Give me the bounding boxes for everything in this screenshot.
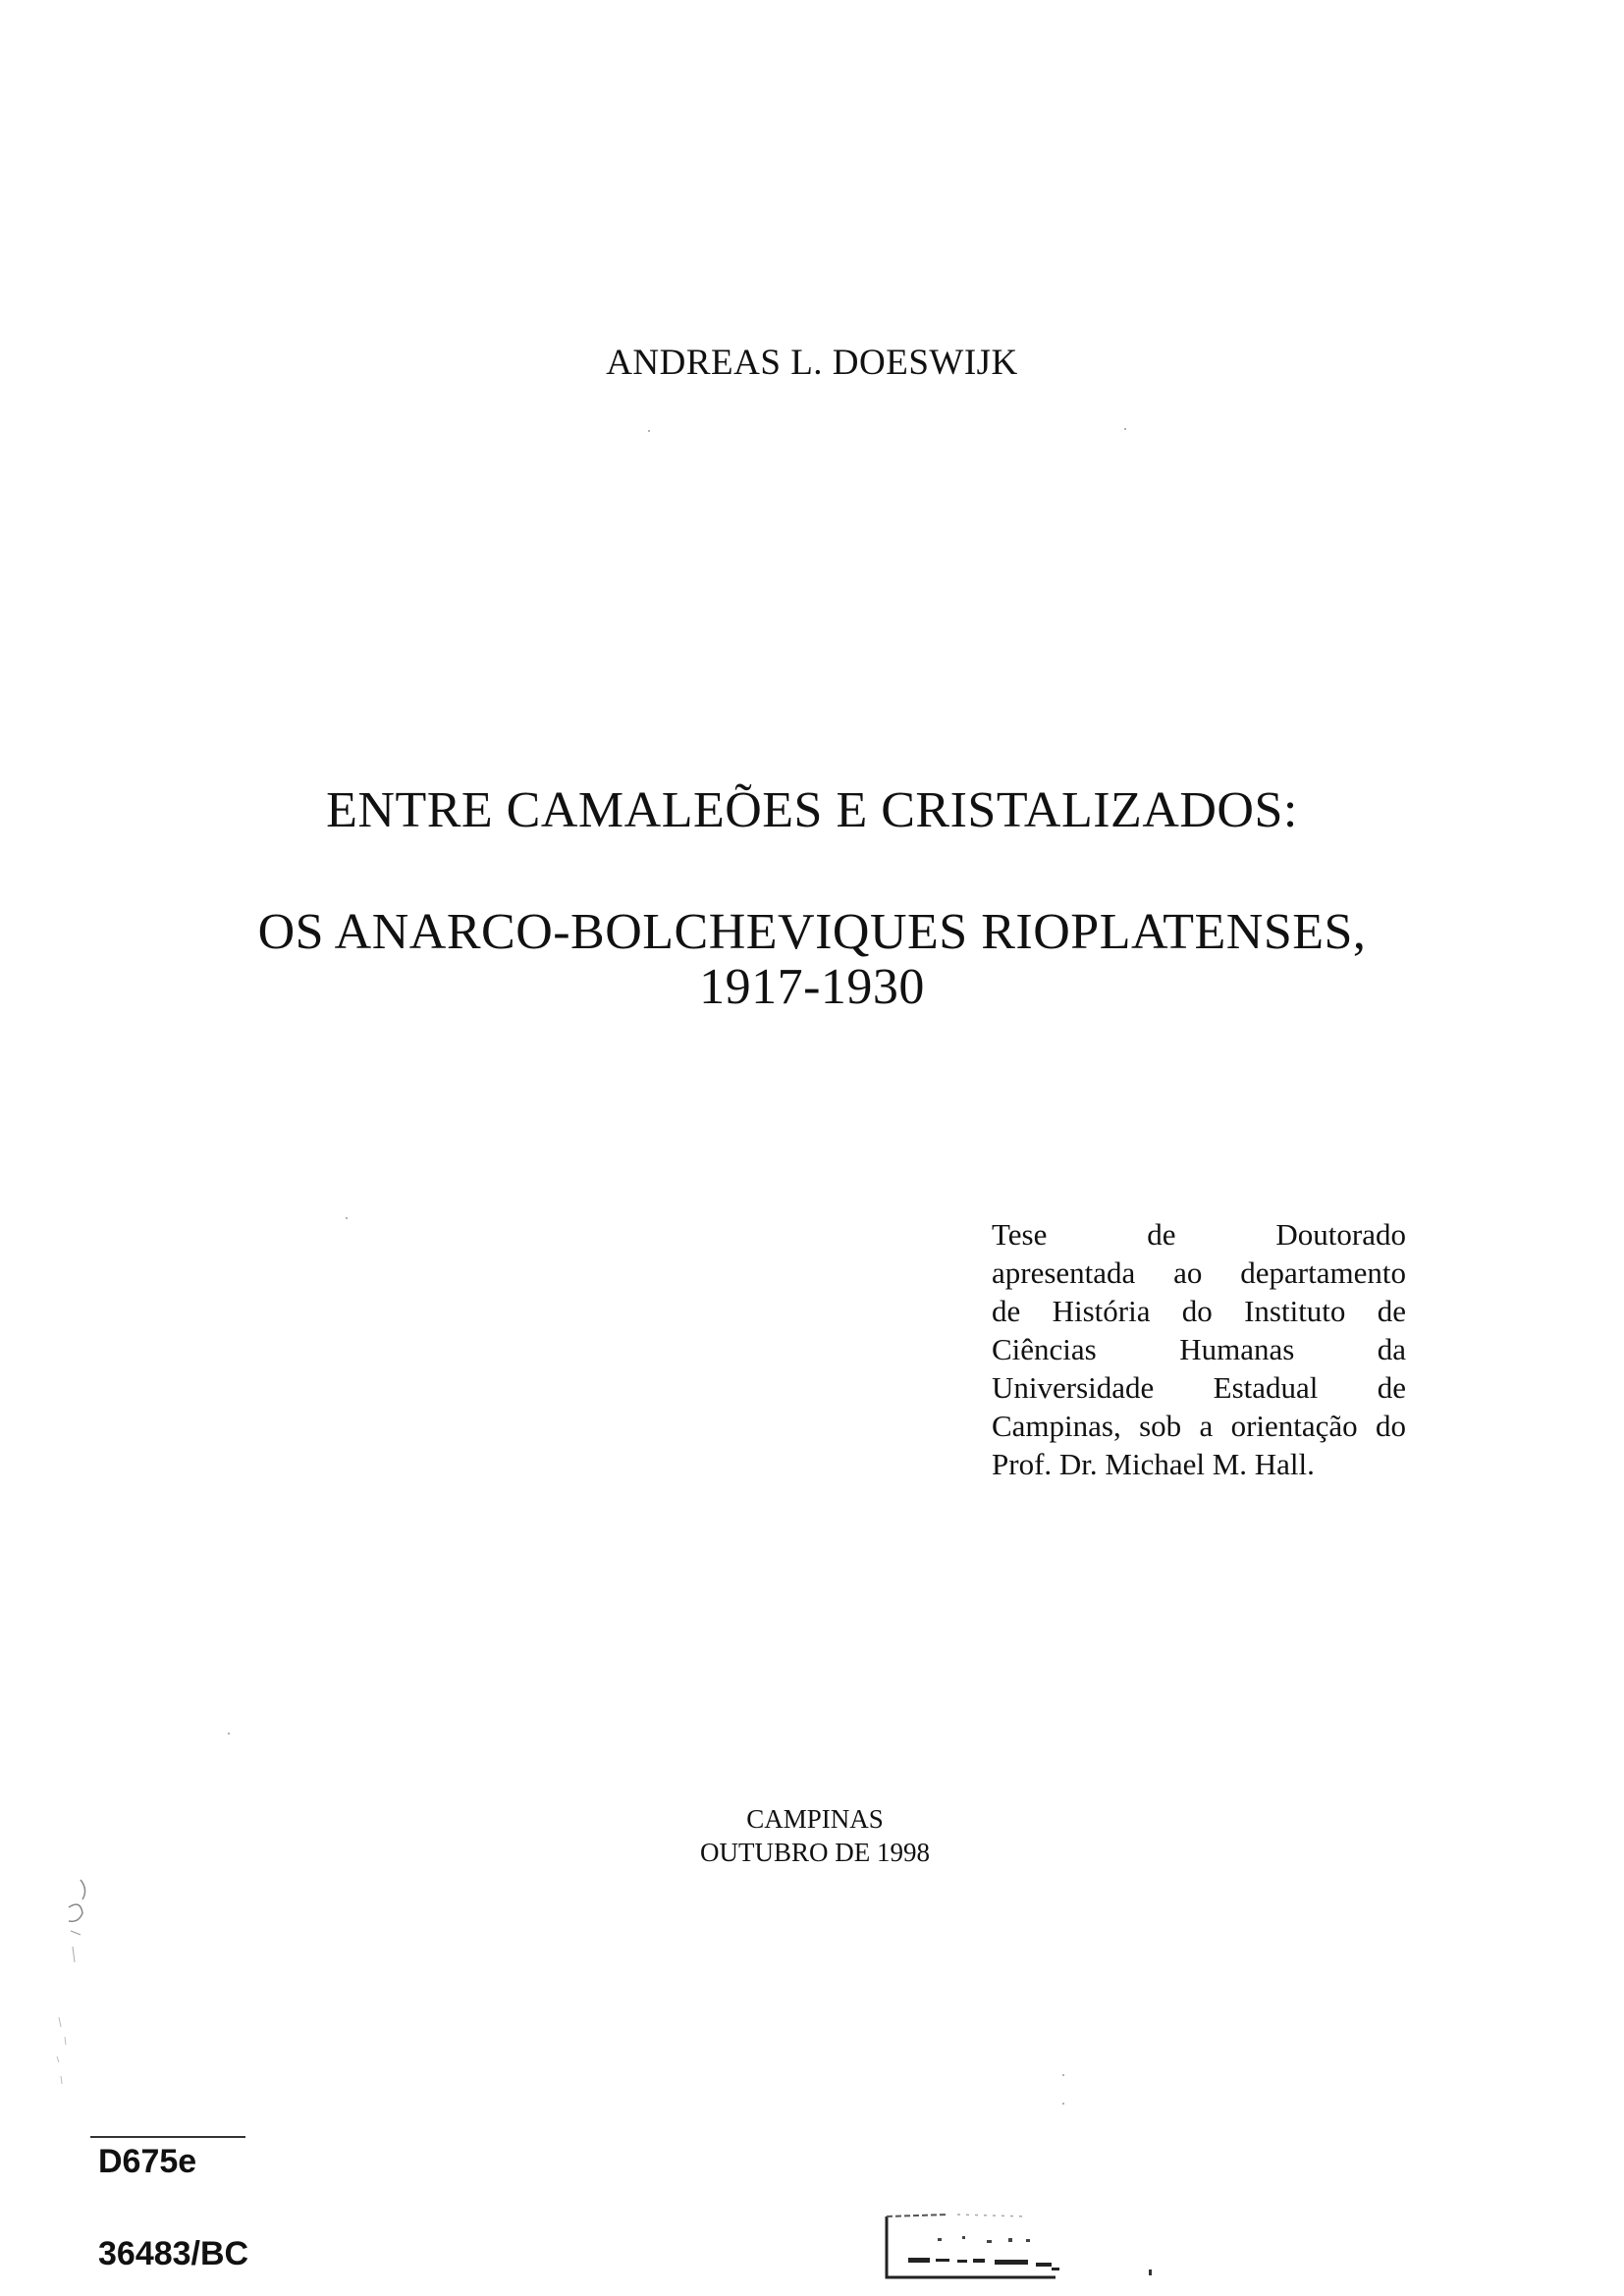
date: OUTUBRO DE 1998 [700,1838,930,1867]
thesis-statement-line: Tese de Doutorado [992,1217,1406,1252]
accession-number: 36483/BC [98,2235,249,2272]
call-number-rule [90,2136,245,2138]
thesis-statement-line: apresentada ao departamento [992,1255,1406,1290]
thesis-title-line-3: 1917-1930 [699,959,925,1015]
thesis-title-line-2: OS ANARCO-BOLCHEVIQUES RIOPLATENSES, [257,904,1367,960]
author-name: ANDREAS L. DOESWIJK [606,343,1018,383]
scan-speck [1124,428,1126,430]
pencil-mark-icon [51,1870,110,2115]
scan-speck [1062,2103,1064,2105]
thesis-statement-line: de História do Instituto de [992,1294,1406,1328]
library-stamp-icon [879,2209,1164,2285]
thesis-statement-line: Universidade Estadual de [992,1370,1406,1405]
thesis-statement-line: Campinas, sob a orientação do [992,1409,1406,1443]
place: CAMPINAS [746,1804,884,1834]
scan-speck [346,1217,348,1219]
thesis-statement-line: Prof. Dr. Michael M. Hall. [992,1447,1315,1481]
thesis-title-line-1: ENTRE CAMALEÕES E CRISTALIZADOS: [326,782,1298,838]
scan-speck [648,430,650,432]
call-number: D675e [98,2143,197,2180]
scan-speck [1062,2074,1064,2076]
thesis-statement-line: Ciências Humanas da [992,1332,1406,1366]
thesis-statement [992,1215,1406,1483]
scan-speck [228,1733,230,1735]
place-and-date [0,1802,1624,1869]
